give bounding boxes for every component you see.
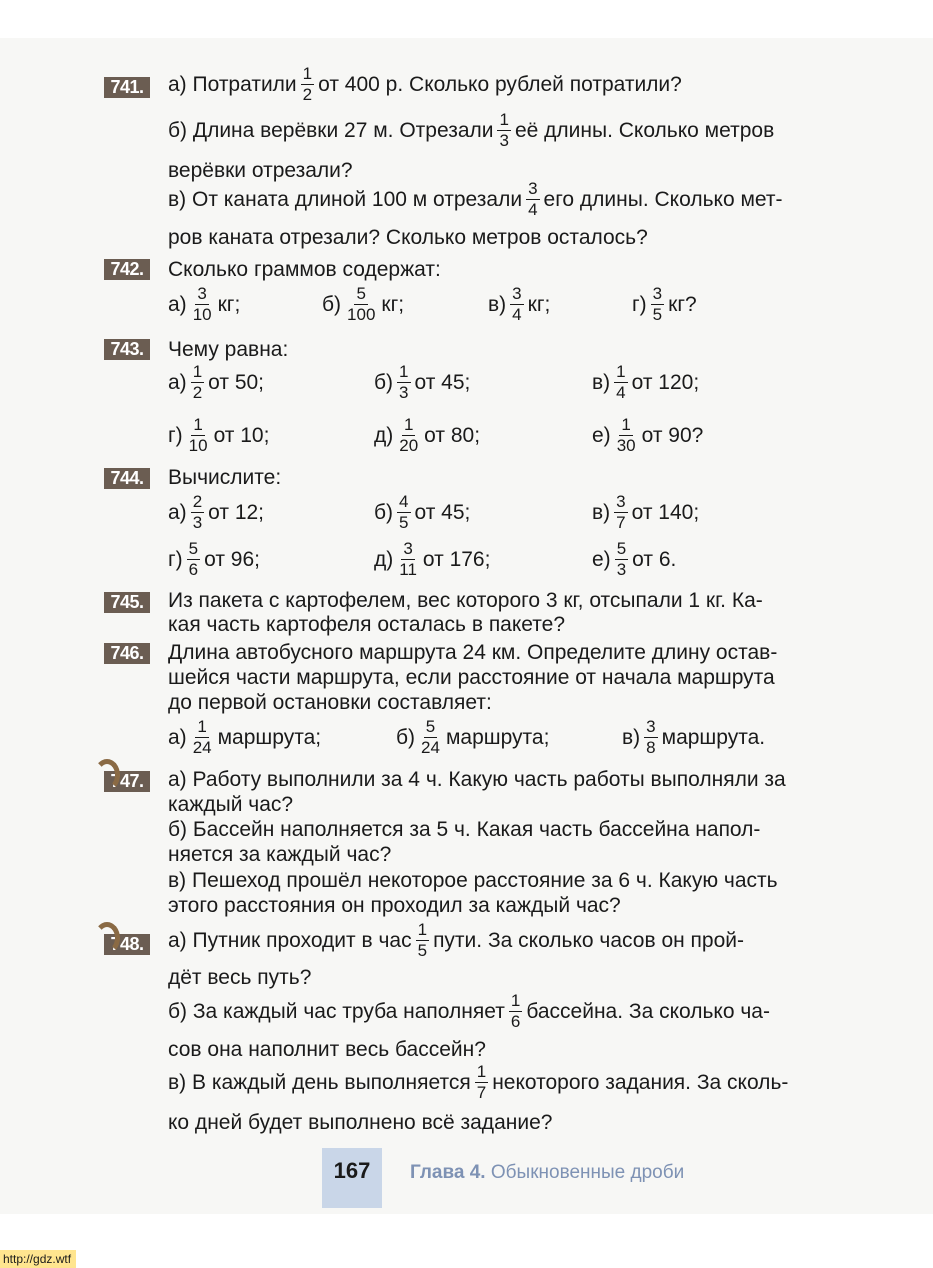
problem-748-a: а) Путник проходит в час $\frac{1}{5}$ пути. За сколько часов он прой-	[168, 920, 745, 960]
page-number: 167	[333, 1158, 371, 1183]
problem-number-747: 747.	[104, 771, 150, 792]
problem-741-c-cont: ров каната отрезали? Сколько метров осталось?	[168, 226, 648, 249]
problem-number-745: 745.	[104, 592, 150, 613]
problem-748-b: б) За каждый час труба наполняет $\frac{1}{6}$ бассейна. За сколько ча-	[168, 991, 770, 1031]
problem-748-c: в) В каждый день выполняется $\frac{1}{7}$ некоторого задания. За сколь-	[168, 1062, 789, 1102]
problem-number-748: 748.	[104, 934, 150, 955]
problem-747-line-6: этого расстояния он проходил за каждый час?	[168, 894, 621, 917]
problem-number-746: 746.	[104, 643, 150, 664]
problem-741-a: а) Потратили $\frac{1}{2}$ от 400 р. Сколько рублей потратили?	[168, 64, 682, 104]
problem-742-c: в) $\frac{3}{4}$ кг;	[488, 284, 551, 324]
problem-743-a: а) $\frac{1}{2}$ от 50;	[168, 362, 265, 402]
problem-743-d: г) $\frac{1}{10}$ от 10;	[168, 415, 270, 455]
problem-743-e: д) $\frac{1}{20}$ от 80;	[374, 415, 481, 455]
problem-747-line-2: каждый час?	[168, 793, 294, 816]
problem-745-line-2: кая часть картофеля осталась в пакете?	[168, 613, 566, 636]
problem-743-b: б) $\frac{1}{3}$ от 45;	[374, 362, 471, 402]
problem-746-line-3: до первой остановки составляет:	[168, 691, 492, 714]
problem-741-c: в) От каната длиной 100 м отрезали $\frac{3}{4}$ его длины. Сколько мет-	[168, 179, 783, 219]
watermark-link[interactable]: http://gdz.wtf	[0, 1250, 76, 1268]
problem-746-line-2: шейся части маршрута, если расстояние от начала маршрута	[168, 666, 775, 689]
problem-746-b: б) $\frac{5}{24}$ маршрута;	[396, 717, 550, 757]
problem-748-a-cont: дёт весь путь?	[168, 966, 312, 989]
problem-746-a: а) $\frac{1}{24}$ маршрута;	[168, 717, 322, 757]
problem-744-e: д) $\frac{3}{11}$ от 176;	[374, 539, 491, 579]
problem-743-c: в) $\frac{1}{4}$ от 120;	[592, 362, 700, 402]
problem-746-c: в) $\frac{3}{8}$ маршрута.	[622, 717, 766, 757]
problem-747-line-4: няется за каждый час?	[168, 843, 392, 866]
problem-742-b: б) $\frac{5}{100}$ кг;	[322, 284, 405, 324]
problem-744-f: е) $\frac{5}{3}$ от 6.	[592, 539, 677, 579]
problem-745-line-1: Из пакета с картофелем, вес которого 3 кг, отсыпали 1 кг. Ка-	[168, 589, 763, 612]
problem-741-b: б) Длина верёвки 27 м. Отрезали $\frac{1}{3}$ её длины. Сколько метров	[168, 110, 775, 150]
problem-746-line-1: Длина автобусного маршрута 24 км. Определите длину остав-	[168, 641, 778, 664]
problem-748-b-cont: сов она наполнит весь бассейн?	[168, 1038, 486, 1061]
problem-747-line-5: в) Пешеход прошёл некоторое расстояние за 6 ч. Какую часть	[168, 869, 778, 892]
problem-748-c-cont: ко дней будет выполнено всё задание?	[168, 1111, 553, 1134]
problem-number-743: 743.	[104, 339, 150, 360]
problem-744-c: в) $\frac{3}{7}$ от 140;	[592, 492, 700, 532]
problem-741-b-cont: верёвки отрезали?	[168, 159, 353, 182]
problem-number-744: 744.	[104, 468, 150, 489]
problem-number-741: 741.	[104, 77, 150, 98]
problem-742-a: а) $\frac{3}{10}$ кг;	[168, 284, 241, 324]
problem-744-d: г) $\frac{5}{6}$ от 96;	[168, 539, 260, 579]
problem-744-a: а) $\frac{2}{3}$ от 12;	[168, 492, 265, 532]
problem-742-intro: Сколько граммов содержат:	[168, 258, 441, 281]
problem-747-line-1: а) Работу выполнили за 4 ч. Какую часть работы выполняли за	[168, 768, 786, 791]
problem-744-intro: Вычислите:	[168, 466, 282, 489]
problem-744-b: б) $\frac{4}{5}$ от 45;	[374, 492, 471, 532]
fraction: $\frac{1}{2}$	[302, 64, 313, 104]
problem-number-742: 742.	[104, 259, 150, 280]
fraction: $\frac{1}{3}$	[499, 110, 509, 150]
problem-742-d: г) $\frac{3}{5}$ кг?	[632, 284, 697, 324]
problem-743-intro: Чему равна:	[168, 338, 289, 361]
chapter-title: Глава 4. Обыкновенные дроби	[410, 1162, 685, 1183]
problem-743-f: е) $\frac{1}{30}$ от 90?	[592, 415, 704, 455]
problem-747-line-3: б) Бассейн наполняется за 5 ч. Какая часть бассейна напол-	[168, 818, 761, 841]
fraction: $\frac{3}{4}$	[528, 179, 538, 219]
